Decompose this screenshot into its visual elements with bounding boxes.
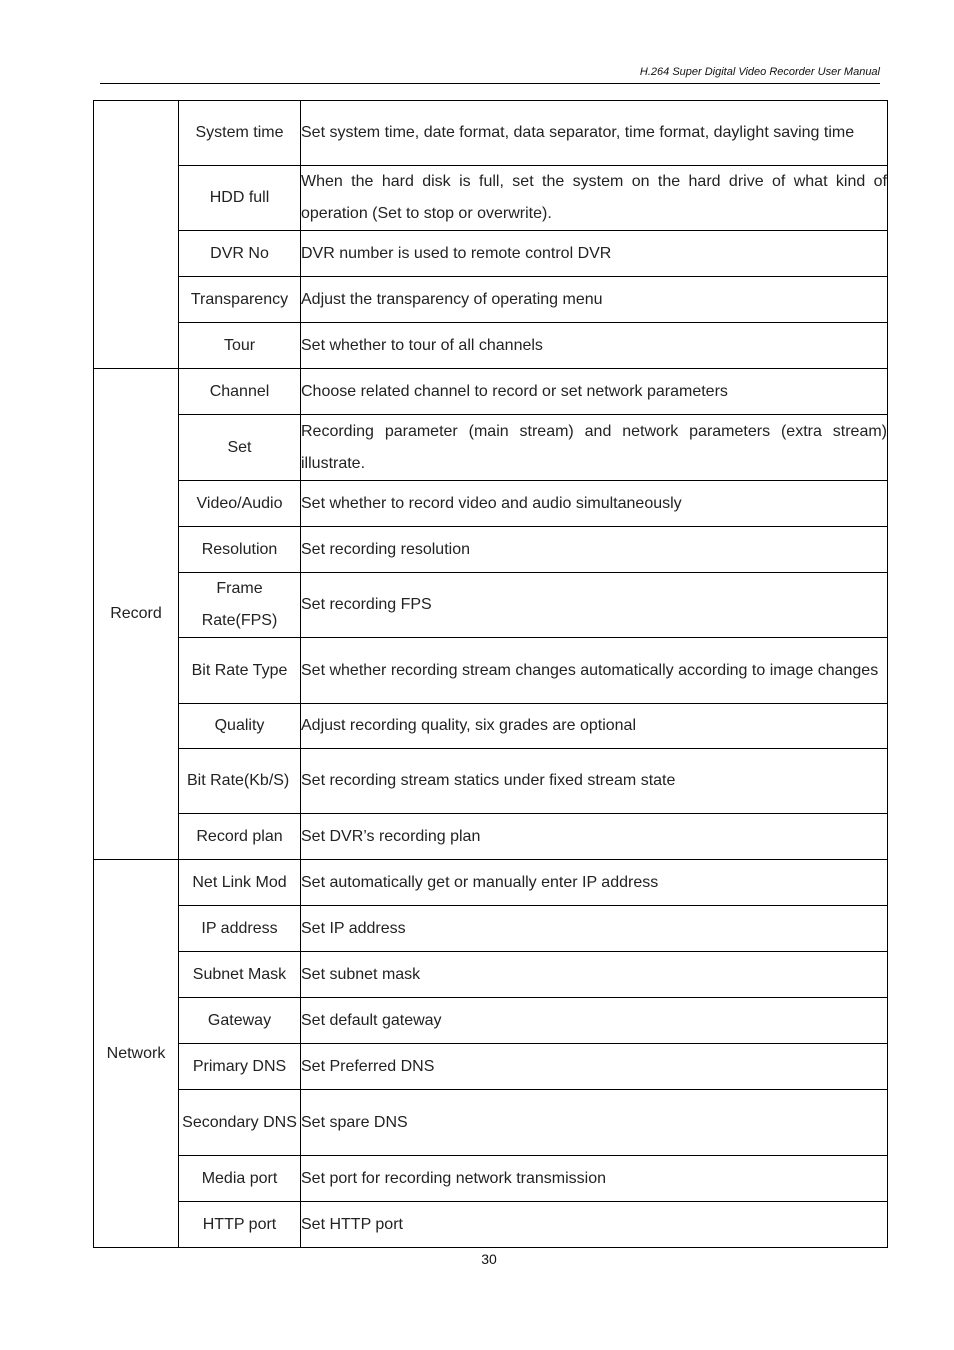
setting-name: Primary DNS	[179, 1044, 301, 1090]
setting-description: Adjust the transparency of operating menu	[301, 277, 888, 323]
table-row	[94, 1202, 888, 1248]
setting-description: Adjust recording quality, six grades are optional	[301, 704, 888, 749]
setting-name: Quality	[179, 704, 301, 749]
table-row	[94, 573, 888, 638]
table-row	[94, 1044, 888, 1090]
setting-description: When the hard disk is full, set the system on the hard drive of what kind of operation (Set to stop or overwrite).	[301, 166, 888, 231]
setting-description: Set recording FPS	[301, 573, 888, 638]
setting-name: Transparency	[179, 277, 301, 323]
settings-table	[93, 100, 888, 1248]
table-row	[94, 906, 888, 952]
setting-description: Recording parameter (main stream) and network parameters (extra stream) illustrate.	[301, 415, 888, 481]
setting-description: Set IP address	[301, 906, 888, 952]
table-row	[94, 101, 888, 166]
setting-name: Secondary DNS	[179, 1090, 301, 1156]
table-row	[94, 814, 888, 860]
running-header: H.264 Super Digital Video Recorder User Manual	[639, 66, 880, 78]
setting-description: Set default gateway	[301, 998, 888, 1044]
setting-description: Set whether to tour of all channels	[301, 323, 888, 369]
group-cell-network: Network	[94, 860, 179, 1248]
setting-description: Set whether recording stream changes automatically according to image changes	[301, 638, 888, 704]
setting-description: Set recording stream statics under fixed stream state	[301, 749, 888, 814]
setting-name: Set	[179, 415, 301, 481]
setting-name: Video/Audio	[179, 481, 301, 527]
table-row	[94, 323, 888, 369]
setting-description: Set automatically get or manually enter IP address	[301, 860, 888, 906]
setting-name: Gateway	[179, 998, 301, 1044]
group-cell	[94, 101, 179, 369]
setting-name: Tour	[179, 323, 301, 369]
table-row	[94, 1156, 888, 1202]
setting-description: Set HTTP port	[301, 1202, 888, 1248]
table-row	[94, 749, 888, 814]
table-row	[94, 998, 888, 1044]
table-row	[94, 860, 888, 906]
setting-name: Subnet Mask	[179, 952, 301, 998]
setting-name: Resolution	[179, 527, 301, 573]
setting-description: Set port for recording network transmission	[301, 1156, 888, 1202]
group-cell-record: Record	[94, 369, 179, 860]
header-rule	[100, 83, 880, 84]
table-row	[94, 527, 888, 573]
table-row	[94, 704, 888, 749]
setting-name: Bit Rate Type	[179, 638, 301, 704]
table-row	[94, 277, 888, 323]
setting-description: DVR number is used to remote control DVR	[301, 231, 888, 277]
setting-name: HDD full	[179, 166, 301, 231]
table-row	[94, 166, 888, 231]
setting-description: Set recording resolution	[301, 527, 888, 573]
setting-description: Set spare DNS	[301, 1090, 888, 1156]
setting-name: DVR No	[179, 231, 301, 277]
table-row	[94, 481, 888, 527]
setting-name: System time	[179, 101, 301, 166]
setting-description: Set system time, date format, data separator, time format, daylight saving time	[301, 101, 888, 166]
setting-name: Net Link Mod	[179, 860, 301, 906]
table-row	[94, 415, 888, 481]
setting-description: Set DVR’s recording plan	[301, 814, 888, 860]
table-row	[94, 638, 888, 704]
setting-name: Bit Rate(Kb/S)	[179, 749, 301, 814]
setting-description: Set whether to record video and audio simultaneously	[301, 481, 888, 527]
table-row	[94, 952, 888, 998]
page-number: 30	[481, 1251, 497, 1267]
setting-name: Record plan	[179, 814, 301, 860]
table-row	[94, 1090, 888, 1156]
table-row	[94, 231, 888, 277]
setting-name: Media port	[179, 1156, 301, 1202]
setting-name: Channel	[179, 369, 301, 415]
setting-name: HTTP port	[179, 1202, 301, 1248]
setting-name: Frame Rate(FPS)	[179, 573, 301, 638]
setting-description: Choose related channel to record or set network parameters	[301, 369, 888, 415]
table-row	[94, 369, 888, 415]
setting-description: Set subnet mask	[301, 952, 888, 998]
setting-description: Set Preferred DNS	[301, 1044, 888, 1090]
setting-name: IP address	[179, 906, 301, 952]
